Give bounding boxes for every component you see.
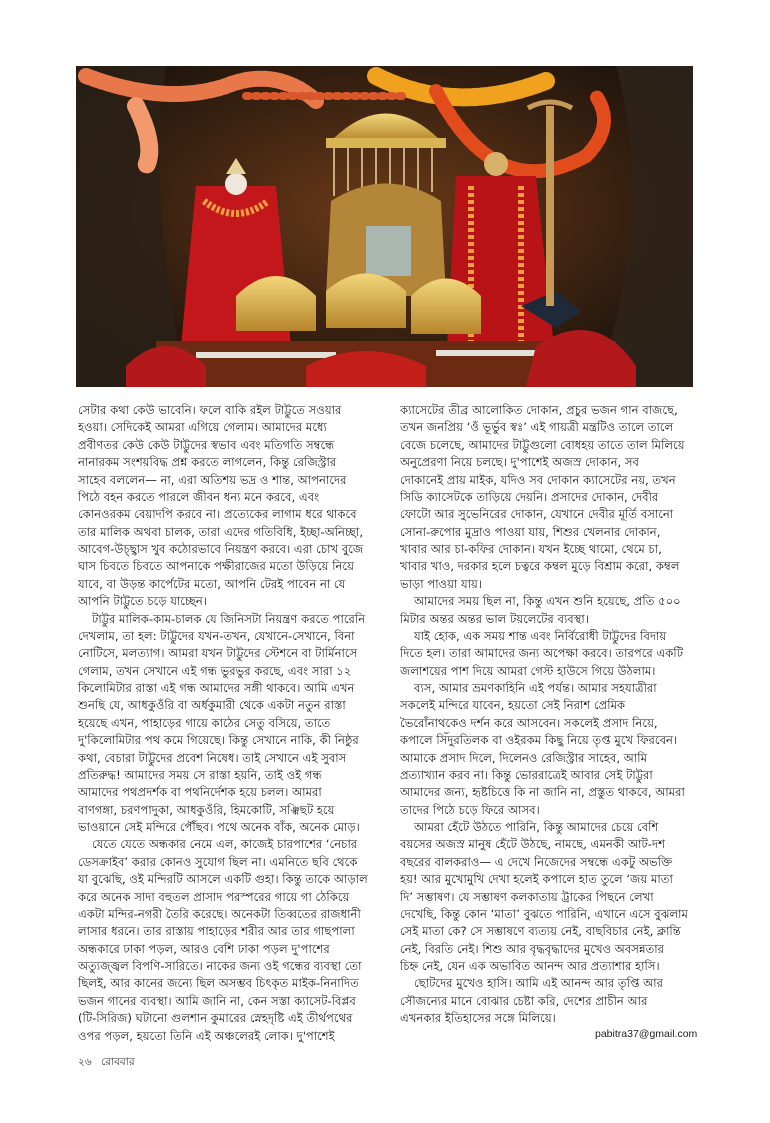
text-line: বয়সের অজস্র মানুষ হেঁটে উঠছে, নামছে, এমনকী আট-দশ bbox=[400, 837, 665, 852]
text-line: আমরা হেঁটে উঠতে পারিনি, কিন্তু আমাদের চেয়ে বেশি bbox=[414, 820, 659, 834]
text-line: দেখেছি, কিন্তু কোন ‘মাতা’ বুঝতে পারিনি, এখানে এসে বুঝলাম bbox=[400, 906, 688, 921]
text-line: আপনি টাট্টুতে চড়ে যাচ্ছেন। bbox=[78, 594, 207, 609]
text-line: হওয়া। সেদিকেই আমরা এগিয়ে গেলাম। আমাদের মধ্যে bbox=[78, 420, 327, 435]
text-line: যা বুঝেছি, ওই মন্দিরটি আসলে একটি গুহা। কিন্তু তাকে আড়াল bbox=[78, 872, 368, 887]
text-line: অনুপ্রেরণা নিয়ে চলছে। দু'পাশেই অজস্র দোকান, সব bbox=[400, 455, 639, 470]
text-line: দোকানেই প্রায় মাইক, যদিও সব দোকান ক্যাসেটের নয়, তখন bbox=[400, 472, 676, 487]
text-line: ভাড়া পাওয়া যায়। bbox=[400, 576, 482, 591]
text-line: ক্যাসেটের তীব্র আলোকিত দোকান, প্রচুর ভজন গান বাজছে, bbox=[400, 403, 678, 417]
text-line: ছিলই, আর কানের জন্যে ছিল অসম্ভব চিৎকৃত মাইক-নিনাদিত bbox=[78, 976, 359, 991]
text-line: যাবে, বা উড়ন্ত কার্পেটের মতো, আপনি টেরই পাবেন না যে bbox=[78, 576, 346, 591]
text-line: সিডি ক্যাসেটকে তাড়িয়ে দেয়নি। প্রসাদের দোকান, দেবীর bbox=[400, 489, 659, 504]
text-line: আমাকে প্রসাদ দিলে, দিলেনও রেজিস্ট্রার সাহেব, আমি bbox=[400, 750, 648, 765]
text-line: একটা মন্দির-নগরী তৈরি করেছে। অনেকটা তিব্বতের রাজধানী bbox=[78, 906, 361, 921]
text-line: গেলাম, তখন সেখানে এই গন্ধ ভুরভুর করছে, এবং সারা ১২ bbox=[78, 663, 352, 678]
text-line: নানারকম সংশয়বিদ্ধ প্রশ্ন করতে লাগলেন, কিন্তু রেজিস্ট্রার bbox=[78, 455, 337, 470]
text-line: সেই মাতা কে? সে সম্ভাষণে ব্যত্যয় নেই, বাছবিচার নেই, ক্লান্তি bbox=[400, 924, 681, 939]
text-line: সোনা-রুপোর মুদ্রাও পাওয়া যায়, শিশুর খেলনার দোকান, bbox=[400, 524, 661, 539]
text-line: তার মালিক অথবা চালক, তারা এদের গতিবিধি, ইচ্ছা-অনিচ্ছা, bbox=[78, 524, 364, 539]
text-line: দিতে হল। তারা আমাদের জন্য অপেক্ষা করবে। তারপরে একটি bbox=[400, 646, 684, 661]
text-line: আবেগ-উচ্ছ্বাস খুব কঠোরভাবে নিয়ন্ত্রণ করবে। এরা চোখ বুজে bbox=[78, 542, 364, 556]
text-line: কথা, বেচারা টাট্টুদের প্রবেশ নিষেধ। তাই সেখানে এই সুবাস bbox=[78, 750, 347, 765]
text-line: দেখলাম, তা হল: টাট্টুদের যখন-তখন, যেখানে-সেখানে, বিনা bbox=[78, 628, 355, 643]
text-line: ওপর পড়ল, হয়তো তিনি এই অঞ্চলেরই লোক। দু'পাশেই bbox=[78, 1028, 335, 1043]
text-line: যাই হোক, এক সময় শান্ত এবং নির্বিরোধী টাট্টুদের বিদায় bbox=[414, 628, 667, 643]
text-line: টাট্টুর মালিক-কাম-চালক যে জিনিসটা নিয়ন্ত্রণ করতে পারেনি bbox=[92, 611, 366, 626]
text-line: কপালে সিঁদুরতিলক বা ওইরকম কিছু নিয়ে তৃপ্ত মুখে ফিরবেন। bbox=[400, 733, 678, 748]
text-line: তখন জনপ্রিয় ‘ওঁ ভূর্ভুব স্বঃ’ এই গায়ত্রী মন্ত্রটিও তালে তালে bbox=[400, 420, 674, 435]
text-line: হয়! আর মুখোমুখি দেখা হলেই কপালে হাত তুলে ‘জয় মাতা bbox=[400, 872, 673, 887]
text-line: খাবার খাও, দরকার হলে চত্বরে কম্বল মুড়ে বিশ্রাম করো, কম্বল bbox=[400, 559, 680, 574]
text-line: লাসার ধরনে। তার রাস্তায় পাহাড়ের শরীর আর তার গাছপালা bbox=[78, 924, 355, 939]
article-column-right bbox=[400, 402, 693, 1028]
article-column-left bbox=[78, 402, 384, 1045]
shrine-photo bbox=[76, 66, 693, 387]
text-line: সাহেব বললেন— না, এরা অতিশয় ভদ্র ও শান্ত, আপনাদের bbox=[78, 472, 347, 487]
text-line: ভৈরোঁনাথকেও দর্শন করে আসবেন। সকলেই প্রসাদ নিয়ে, bbox=[400, 715, 658, 730]
text-line: কিলোমিটার রাস্তা এই গন্ধ আমাদের সঙ্গী থাকবে। আমি এখন bbox=[78, 681, 355, 695]
text-line: নোটিসে, মলত্যাগ। আমরা যখন টাট্টুদের স্টেশনে বা টার্মিনাসে bbox=[78, 646, 358, 661]
text-line: আমাদের জন্য, হৃষ্টচিত্তে কি না জানি না, প্রস্তুত থাকবে, আমরা bbox=[400, 785, 685, 800]
text-line: প্রত্যাখ্যান করব না। কিন্তু ভোররাত্রেই আবার সেই টাট্টুরা bbox=[400, 767, 653, 782]
text-line: করে অনেক সাদা বহুতল প্রাসাদ পরস্পরের গায়ে গা ঠেকিয়ে bbox=[78, 889, 350, 904]
text-line: বাণগঙ্গা, চরণপাদুকা, আধকুওঁরি, হিমকোটি, সঞ্ঝিছট হয়ে bbox=[78, 802, 335, 817]
text-line: অত্যুজ্জ্বল বিপণি-সারিতে। নাকের জন্য ওই গন্ধের ব্যবস্থা তো bbox=[78, 959, 362, 973]
text-line: প্রবীণতর কেউ কেউ টাট্টুদের স্বভাব এবং মতিগতি সম্বন্ধে bbox=[78, 437, 335, 452]
text-line: এখনকার ইতিহাসের সঙ্গে মিলিয়ে। bbox=[400, 1011, 556, 1026]
text-line: ডেসক্রাইব’ করার কোনও সুযোগ ছিল না। এমনিতে ছবি থেকে bbox=[78, 854, 358, 869]
page-footer bbox=[78, 1055, 141, 1072]
text-line: হয়েছে এখন, পাহাড়ের গায়ে কাঠের সেতু বসিয়ে, তাতে bbox=[78, 715, 331, 730]
text-line: ফোটো আর সুভেনিরের দোকান, যেখানে দেবীর মূর্তি বসানো bbox=[400, 507, 674, 522]
text-line: বেজে চলেছে, আমাদের টাট্টুগুলো বোধহয় তাতে তাল মিলিয়ে bbox=[400, 437, 685, 452]
text-line: ঘাস চিবতে চিবতে আপনাকে পক্ষীরাজের মতো উড়িয়ে নিয়ে bbox=[78, 559, 354, 574]
text-line: প্রতিরুদ্ধ! আমাদের সময় সে রাস্তা হয়নি, তাই ওই গন্ধ bbox=[78, 767, 322, 782]
text-line: খাবার আর চা-কফির দোকান। যখন ইচ্ছে থামো, থেমে চা, bbox=[400, 542, 662, 556]
text-line: ভাওয়ানে সেই মন্দিরে পৌঁছব। পথে অনেক বাঁক, অনেক মোড়। bbox=[78, 820, 360, 834]
text-line: বছরের বালকরাও— এ দেখে নিজেদের সম্বন্ধে একটু অভক্তি bbox=[400, 854, 673, 869]
text-line: আমাদের সময় ছিল না, কিন্তু এখন শুনি হয়েছে, প্রতি ৫০০ bbox=[414, 594, 681, 609]
page-number: ২৬ bbox=[78, 1056, 92, 1068]
author-email: pabitra37@gmail.com bbox=[595, 1028, 698, 1040]
text-line: দি’ সম্ভাষণ। যে সম্ভাষণ কলকাতায় ট্রাকের পিছনে লেখা bbox=[400, 889, 654, 904]
text-line: পিঠে বহন করতে পারলে জীবন ধন্য মনে করবে, এবং bbox=[78, 489, 320, 504]
text-line: সেটার কথা কেউ ভাবেনি। ফলে বাকি রইল টাট্টুতে সওয়ার bbox=[78, 403, 342, 417]
text-line: যেতে যেতে অন্ধকার নেমে এল, কাজেই চারপাশের ‘নেচার bbox=[92, 837, 358, 852]
text-line: তাদের পিঠে চড়ে ফিরে আসব। bbox=[400, 802, 540, 817]
text-line: দু'কিলোমিটার পথ কমে গিয়েছে। কিন্তু সেখানে নাকি, কী নিষ্ঠুর bbox=[78, 733, 359, 748]
text-line: ছোটদের মুখেও হাসি। আমি এই আনন্দ আর তৃপ্তি আর bbox=[414, 976, 664, 991]
text-line: কোনওরকম বেয়াদপি করবে না। প্রত্যেকের লাগাম ধরে থাকবে bbox=[78, 507, 357, 522]
text-line: নেই, বিরতি নেই। শিশু আর বৃদ্ধবৃদ্ধাদের মুখেও অবসন্নতার bbox=[400, 941, 665, 956]
text-line: সৌজন্যের মানে বোঝার চেষ্টা করি, দেশের প্রাচীন আর bbox=[400, 993, 648, 1008]
text-line: মিটার অন্তর অন্তর ভাল টয়লেটের ব্যবস্থা। bbox=[400, 611, 589, 626]
text-line: জলাশয়ের পাশ দিয়ে আমরা গেস্ট হাউসে গিয়ে উঠলাম। bbox=[400, 663, 656, 678]
shrine-photo-illustration bbox=[76, 66, 693, 387]
text-line: সকলেই মন্দিরে যাবেন, হয়তো সেই নিরাশ প্রেমিক bbox=[400, 698, 626, 713]
text-line: ব্যস, আমার ভ্রমণকাহিনি এই পর্যন্ত। আমার সহযাত্রীরা bbox=[414, 681, 657, 695]
text-line: (টি-সিরিজ) ঘটানো গুলশান কুমারের স্নেহদৃষ্টি এই তীর্থপথের bbox=[78, 1011, 353, 1026]
text-line: অন্ধকারে ঢাকা পড়ল, আরও বেশি ঢাকা পড়ল দু'পাশের bbox=[78, 941, 330, 956]
publication-name: রোববার bbox=[101, 1056, 135, 1068]
text-line: আমাদের পথপ্রদর্শক বা পথনির্দেশক হয়ে চলল। আমরা bbox=[78, 785, 322, 800]
text-line: চিহ্ন নেই, যেন এক অভাবিত আনন্দ আর প্রত্যাশার হাসি। bbox=[400, 959, 660, 973]
text-line: ভজন গানের ব্যবস্থা। আমি জানি না, কেন সস্তা ক্যাসেট-বিপ্লব bbox=[78, 993, 356, 1008]
text-line: শুনছি যে, আধকুওঁরি বা অর্ধকুমারী থেকে একটা নতুন রাস্তা bbox=[78, 698, 346, 713]
